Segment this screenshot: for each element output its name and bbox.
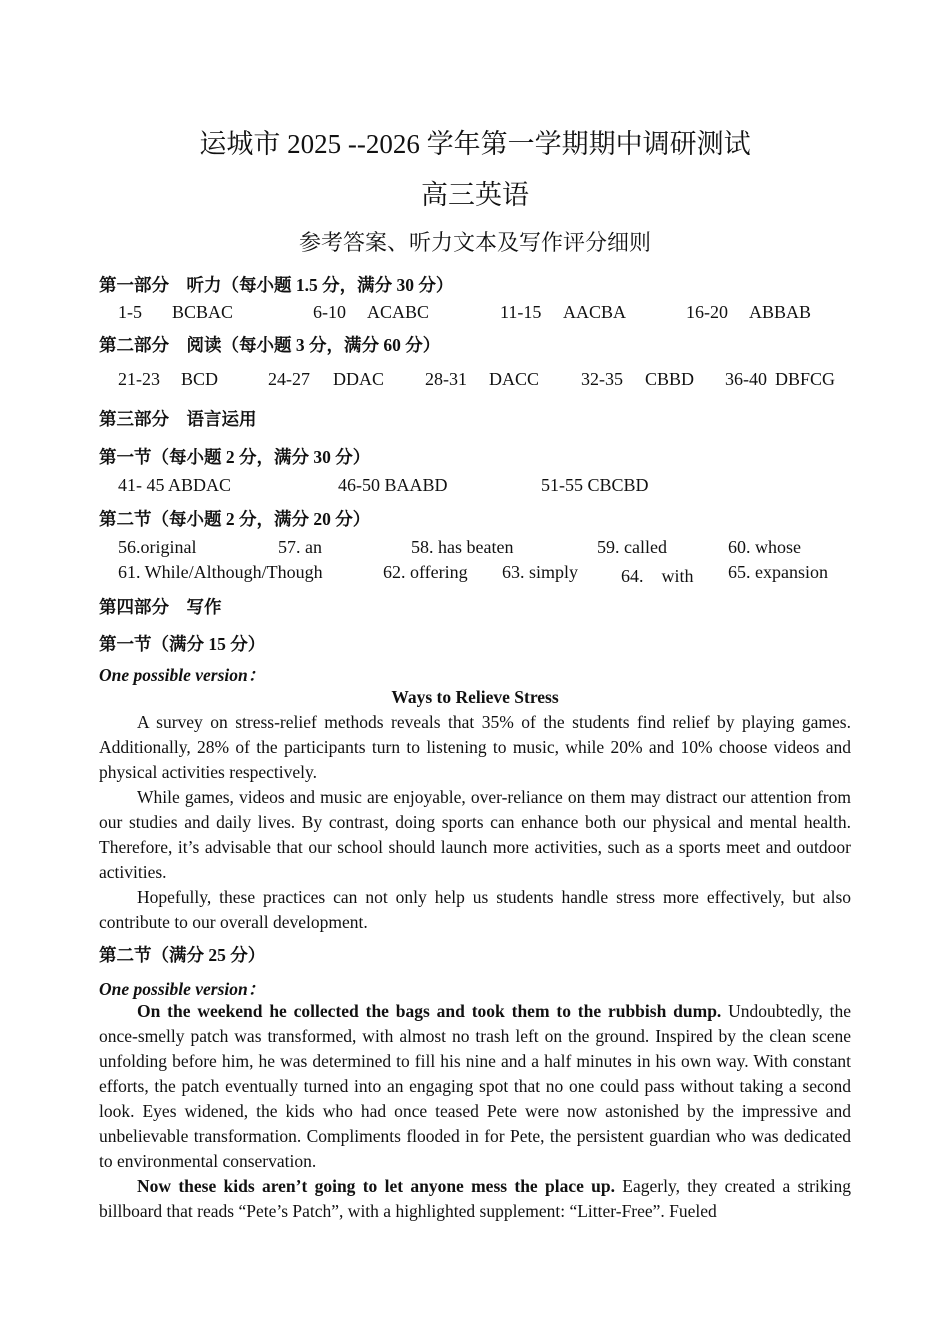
- answer-item: 58. has beaten: [411, 537, 514, 557]
- answer-item: 56.original: [118, 537, 197, 557]
- answer-item: 61. While/Although/Though: [118, 562, 323, 582]
- answer-item: 60. whose: [728, 537, 801, 557]
- part4-heading: 第四部分 写作: [99, 597, 222, 617]
- answer-value: BCD: [181, 369, 219, 389]
- answer-value: AACBA: [563, 302, 627, 322]
- answer-value: CBBD: [645, 369, 695, 389]
- part4-section1-heading: 第一节（满分 15 分）: [99, 634, 266, 654]
- answer-item: 57. an: [278, 537, 322, 557]
- paragraph-body: Undoubtedly, the once-smelly patch was transformed, with almost no trash left on the ground. Inspired by the clean scene unfolding before him, he was determined to fill his nine and a half minutes in his own way. With constant efforts, the patch eventually turned into an engaging spot that no one could pass without taking a second look. Eyes widened, the kids who had once teased Pete were now astonished by the impressive and unbelievable transformation. Compliments flooded in for Pete, the persistent guardian who was dedicated to environmental conservation.: [99, 1001, 851, 1171]
- part3-section1-heading: 第一节（每小题 2 分，满分 30 分）: [99, 447, 371, 467]
- answer-group: 51-55 CBCBD: [541, 475, 649, 495]
- continuation-paragraph: [99, 1174, 851, 1224]
- essay-paragraph: A survey on stress-relief methods reveals that 35% of the students find relief by playing games. Additionally, 28% of the participants turn to listening to music, while 20% and 10% choose videos and physical activities respectively.: [99, 712, 851, 782]
- document-subtitle: 参考答案、听力文本及写作评分细则: [298, 230, 651, 255]
- answer-range: 24-27: [268, 369, 310, 389]
- answer-item: 65. expansion: [728, 562, 828, 582]
- answer-range: 6-10: [313, 302, 346, 322]
- version-label: One possible version：: [99, 665, 266, 685]
- part3-heading: 第三部分 语言运用: [99, 409, 257, 429]
- essay-paragraph: While games, videos and music are enjoyable, over-reliance on them may distract our attention from our studies and daily lives. By contrast, doing sports can enhance both our physical and mental health. Therefore, it’s advisable that our school should launch more activities, such as a sports meet and outdoor activities.: [99, 787, 851, 882]
- part1-heading: 第一部分 听力（每小题 1.5 分，满分 30 分）: [99, 275, 454, 295]
- answer-item: 63. simply: [502, 562, 579, 582]
- subject-title: 高三英语: [421, 180, 529, 210]
- paragraph-lead-sentence: On the weekend he collected the bags and took them to the rubbish dump.: [137, 1001, 722, 1021]
- answer-range: 28-31: [425, 369, 467, 389]
- paragraph-lead-sentence: Now these kids aren’t going to let anyone mess the place up.: [137, 1176, 615, 1196]
- answer-range: 32-35: [581, 369, 623, 389]
- essay-paragraph: Hopefully, these practices can not only help us students handle stress more effectively, but also contribute to our overall development.: [99, 887, 851, 932]
- answer-range: 11-15: [500, 302, 542, 322]
- essay-title: Ways to Relieve Stress: [391, 687, 559, 707]
- part2-heading: 第二部分 阅读（每小题 3 分，满分 60 分）: [99, 335, 441, 355]
- document-title: 运城市 2025 --2026 学年第一学期期中调研测试: [199, 129, 751, 159]
- paragraph-body: Eagerly, they created a striking billboard that reads “Pete’s Patch”, with a highlighted supplement: “Litter-Free”. Fueled: [99, 1176, 851, 1221]
- answer-item: 59. called: [597, 537, 667, 557]
- answer-item: 62. offering: [383, 562, 468, 582]
- answer-value: DACC: [489, 369, 540, 389]
- part4-section2-heading: 第二节（满分 25 分）: [99, 945, 266, 965]
- answer-range: 36-40: [725, 369, 767, 389]
- answer-range: 16-20: [686, 302, 728, 322]
- answer-value: ABBAB: [749, 302, 812, 322]
- answer-group: 41- 45 ABDAC: [118, 475, 232, 495]
- answer-value: BCBAC: [172, 302, 234, 322]
- part3-section2-heading: 第二节（每小题 2 分，满分 20 分）: [99, 509, 371, 529]
- answer-value: DDAC: [333, 369, 385, 389]
- answer-value: ACABC: [367, 302, 430, 322]
- version-label: One possible version：: [99, 979, 266, 999]
- answer-value: DBFCG: [775, 369, 836, 389]
- answer-range: 1-5: [118, 302, 142, 322]
- answer-item: 64. with: [621, 566, 694, 586]
- answer-group: 46-50 BAABD: [338, 475, 448, 495]
- continuation-paragraph: [99, 999, 851, 1174]
- answer-range: 21-23: [118, 369, 160, 389]
